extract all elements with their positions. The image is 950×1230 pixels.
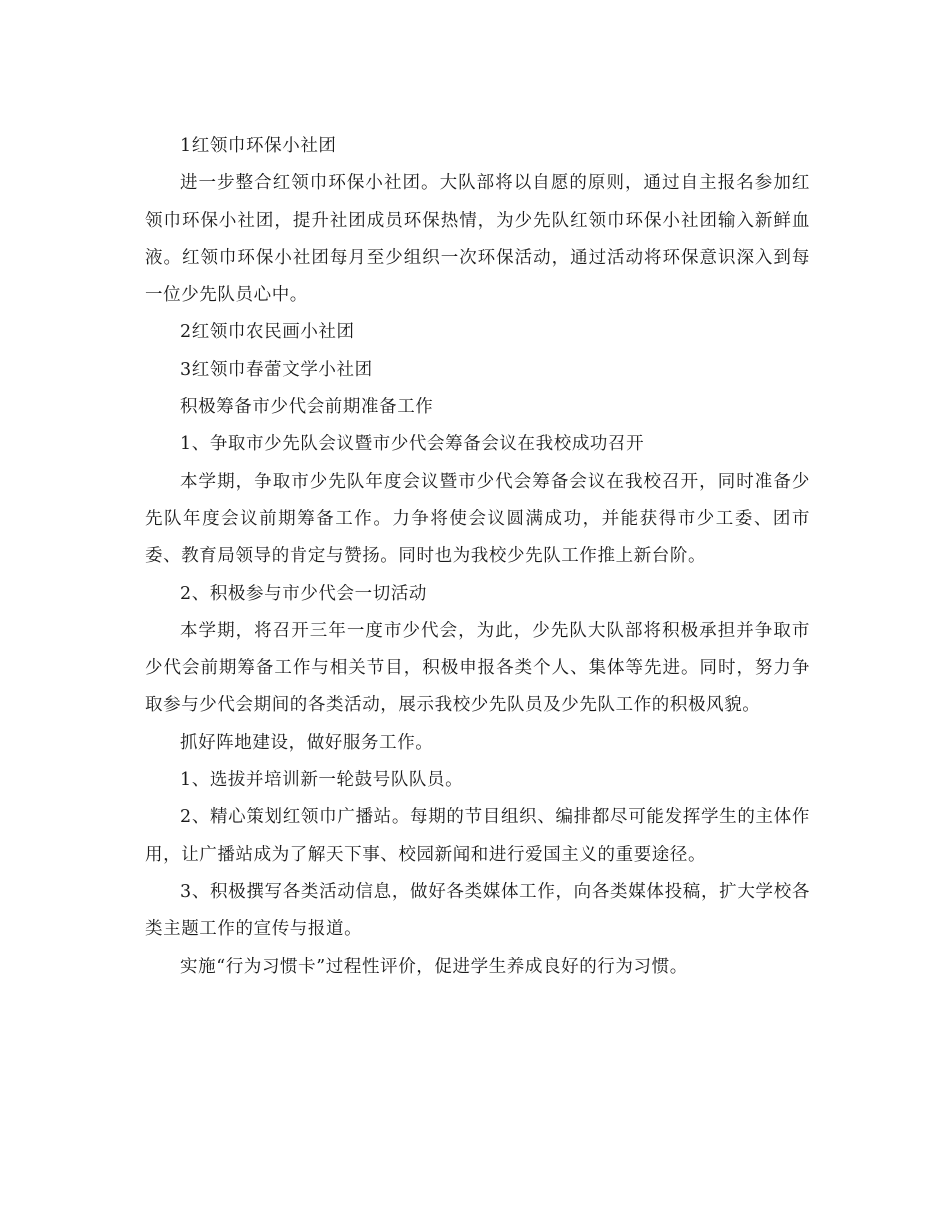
paragraph-heading: 1红领巾环保小社团 [180,136,337,156]
paragraph: 进一步整合红领巾环保小社团。大队部将以自愿的原则，通过自主报名参加红领巾环保小社团，提升社团成员环保热情，为少先队红领巾环保小社团输入新鲜血液。红领巾环保小社团每月至少组织一次环保活动，通过活动将环保意识深入到每一位少先队员心中。 [145,173,810,306]
document-body [145,128,810,986]
paragraph: 实施“行为习惯卡”过程性评价，促进学生养成良好的行为习惯。 [180,956,688,977]
paragraph: 本学期，争取市少先队年度会议暨市少代会筹备会议在我校召开，同时准备少先队年度会议前期筹备工作。力争将使会议圆满成功，并能获得市少工委、团市委、教育局领导的肯定与赞扬。同时也为我校少先队工作推上新台阶。 [145,471,810,567]
paragraph-heading: 3红领巾春蕾文学小社团 [180,359,373,380]
paragraph: 1、选拔并培训新一轮鼓号队队员。 [180,770,464,791]
paragraph: 2、精心策划红领巾广播站。每期的节目组织、编排都尽可能发挥学生的主体作用，让广播站成为了解天下事、校园新闻和进行爱国主义的重要途径。 [145,807,810,865]
paragraph-heading: 抓好阵地建设，做好服务工作。 [180,732,434,753]
paragraph-heading: 1、争取市少先队会议暨市少代会筹备会议在我校成功召开 [180,434,645,455]
paragraph: 3、积极撰写各类活动信息，做好各类媒体工作，向各类媒体投稿，扩大学校各类主题工作的宣传与报道。 [145,881,810,940]
paragraph-heading: 2红领巾农民画小社团 [180,322,355,343]
paragraph: 本学期，将召开三年一度市少代会，为此，少先队大队部将积极承担并争取市少代会前期筹备工作与相关节目，积极申报各类个人、集体等先进。同时，努力争取参与少代会期间的各类活动，展示我校少先队员及少先队工作的积极风貌。 [145,620,810,716]
paragraph-heading: 积极筹备市少代会前期准备工作 [180,397,434,418]
paragraph-heading: 2、积极参与市少代会一切活动 [180,583,428,604]
